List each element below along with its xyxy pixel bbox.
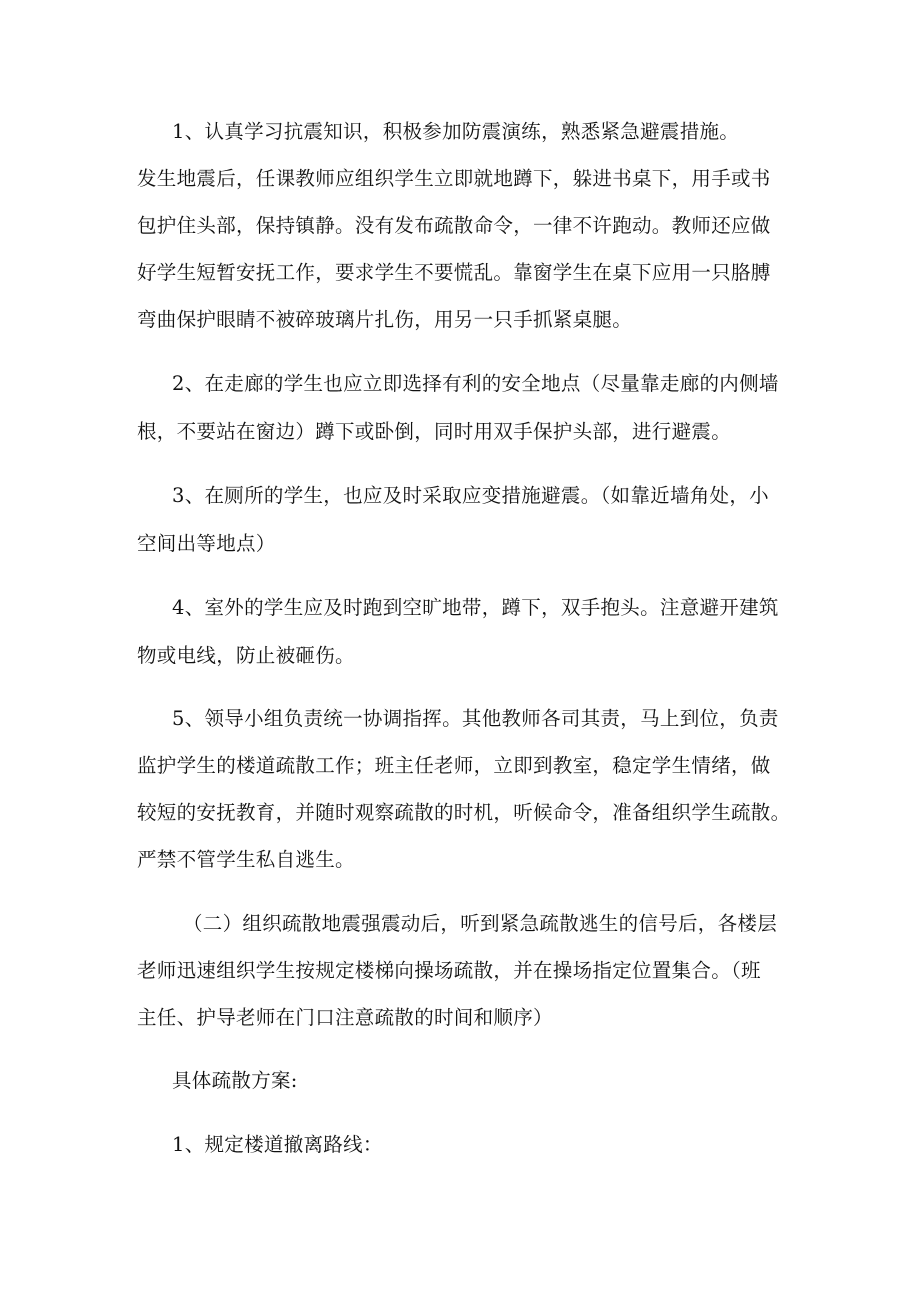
- paragraph-2-line: 根，不要站在窗边）蹲下或卧倒，同时用双手保护头部，进行避震。: [137, 420, 732, 443]
- paragraph-1-line: 发生地震后，任课教师应组织学生立即就地蹲下，躲进书桌下，用手或书: [137, 167, 771, 190]
- paragraph-4-line: 4、室外的学生应及时跑到空旷地带，蹲下，双手抱头。注意避开建筑: [172, 596, 779, 619]
- section-2-line: 主任、护导老师在门口注意疏散的时间和顺序）: [137, 1006, 553, 1029]
- paragraph-5-line: 较短的安抚教育，并随时观察疏散的时机，听候命令，准备组织学生疏散。: [137, 801, 791, 824]
- section-2-line: （二）组织疏散地震强震动后，听到紧急疏散逃生的信号后，各楼层: [183, 912, 778, 935]
- paragraph-1-line: 好学生短暂安抚工作，要求学生不要慌乱。靠窗学生在桌下应用一只胳膊: [137, 261, 771, 284]
- paragraph-3-line: 空间出等地点）: [137, 532, 276, 555]
- plan-heading: 具体疏散方案:: [172, 1069, 298, 1092]
- paragraph-5-line: 严禁不管学生私自逃生。: [137, 848, 355, 871]
- paragraph-5-line: 监护学生的楼道疏散工作；班主任老师，立即到教室，稳定学生情绪，做: [137, 754, 771, 777]
- paragraph-3-line: 3、在厕所的学生，也应及时采取应变措施避震。（如靠近墙角处，小: [172, 484, 769, 507]
- section-2-line: 老师迅速组织学生按规定楼梯向操场疏散，并在操场指定位置集合。（班: [137, 959, 761, 982]
- paragraph-2-line: 2、在走廊的学生也应立即选择有利的安全地点（尽量靠走廊的内侧墙: [172, 372, 779, 395]
- paragraph-1-line: 弯曲保护眼睛不被碎玻璃片扎伤，用另一只手抓紧桌腿。: [137, 308, 633, 331]
- paragraph-1-line: 1、认真学习抗震知识，积极参加防震演练，熟悉紧急避震措施。: [172, 120, 740, 143]
- paragraph-5-line: 5、领导小组负责统一协调指挥。其他教师各司其责，马上到位，负责: [172, 707, 779, 730]
- paragraph-1-line: 包护住头部，保持镇静。没有发布疏散命令，一律不许跑动。教师还应做: [137, 214, 771, 237]
- plan-item-1: 1、规定楼道撤离路线：: [172, 1133, 383, 1156]
- paragraph-4-line: 物或电线，防止被砸伤。: [137, 644, 355, 667]
